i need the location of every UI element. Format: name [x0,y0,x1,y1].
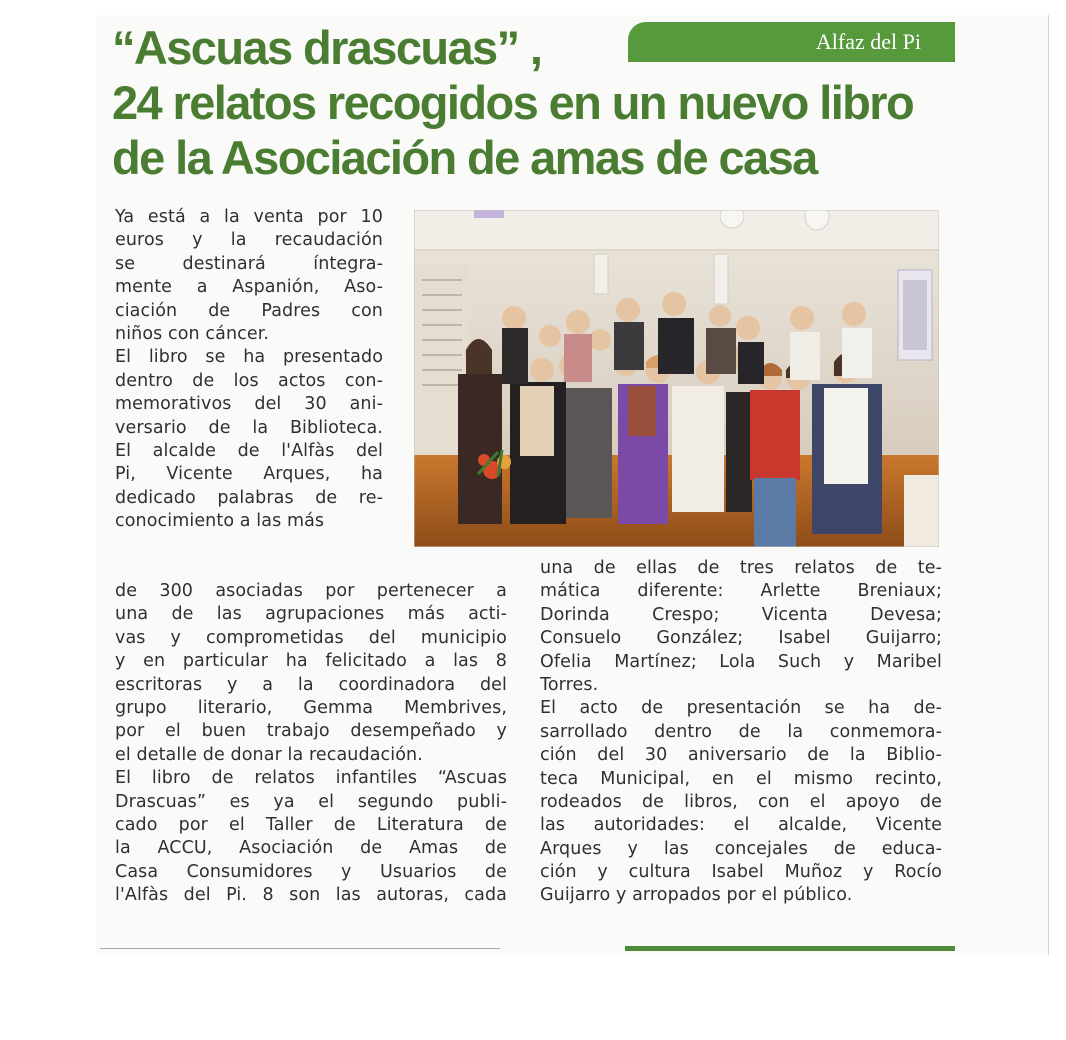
text-line: Ofelia Martínez; Lola Such y Maribel [540,651,942,672]
text-line: conocimiento a las más [115,511,325,532]
group-photo-illustration [414,210,939,547]
text-line: memorativos del 30 ani- [115,394,383,415]
section-label: Alfaz del Pi [815,29,921,54]
bottom-rule-right [625,946,955,951]
text-line: Torres. [540,674,599,695]
headline-line-3: de la Asociación de amas de casa [112,131,817,184]
text-line: ciación de Padres con [115,300,383,321]
text-line: escritoras y a la coordinadora del [115,674,507,695]
text-line: una de ellas de tres relatos de te- [540,558,942,578]
text-line: ción y cultura Isabel Muñoz y Rocío [540,862,942,883]
text-line: las autoridades: el alcalde, Vicente [540,815,942,836]
text-line: mática diferente: Arlette Breniaux; [540,581,942,602]
text-line: rodeados de libros, con el apoyo de [540,791,942,812]
text-line: Arques y las concejales de educa- [540,838,942,859]
text-line: dentro de los actos con- [115,370,383,391]
text-line: Guijarro y arropados por el público. [540,885,853,906]
text-line: mente a Aspanión, Aso- [115,277,383,298]
text-line: ción del 30 aniversario de la Biblio- [540,745,942,766]
text-line: la ACCU, Asociación de Amas de [115,838,507,859]
text-line: El acto de presentación se ha de- [540,698,942,719]
article-column-left-bottom [115,580,507,907]
text-line: el detalle de donar la recaudación. [115,744,423,765]
text-line: Drascuas” es ya el segundo publi- [115,791,507,812]
text-line: por el buen trabajo desempeñado y [115,721,507,742]
article-column-right [540,557,942,908]
bottom-rule-left [100,948,500,949]
headline [112,20,972,185]
text-line: Pi, Vicente Arques, ha [115,464,383,485]
text-line: de 300 asociadas por pertenecer a [115,581,507,601]
text-line: El libro se ha presentado [115,347,383,368]
text-line: y en particular ha felicitado a las 8 [115,651,507,672]
text-line: cado por el Taller de Literatura de [115,814,507,835]
text-line: El libro de relatos infantiles “Ascuas [115,768,507,789]
text-line: niños con cáncer. [115,323,270,344]
text-line: Consuelo González; Isabel Guijarro; [540,628,942,649]
group-photo [414,210,939,547]
headline-line-2: 24 relatos recogidos en un nuevo libro [112,76,914,129]
text-line: Dorinda Crespo; Vicenta Devesa; [540,604,942,625]
text-line: sarrollado dentro de la conmemora- [540,721,942,742]
text-line: teca Municipal, en el mismo recinto, [540,768,942,789]
text-line: versario de la Biblioteca. [115,417,383,438]
text-line: l'Alfàs del Pi. 8 son las autoras, cada [115,885,507,906]
headline-line-1: “Ascuas drascuas” , [112,21,542,74]
text-line: euros y la recaudación [115,230,383,251]
text-line: grupo literario, Gemma Membrives, [115,697,507,718]
text-line: se destinará íntegra- [115,253,383,274]
text-line: dedicado palabras de re- [115,487,383,508]
text-line: una de las agrupaciones más acti- [115,604,507,625]
text-line: El alcalde de l'Alfàs del [115,440,383,461]
text-line: Casa Consumidores y Usuarios de [115,861,507,882]
text-line: Ya está a la venta por 10 [115,207,383,227]
text-line: vas y comprometidas del municipio [115,627,507,648]
article-column-left-top [115,206,383,533]
